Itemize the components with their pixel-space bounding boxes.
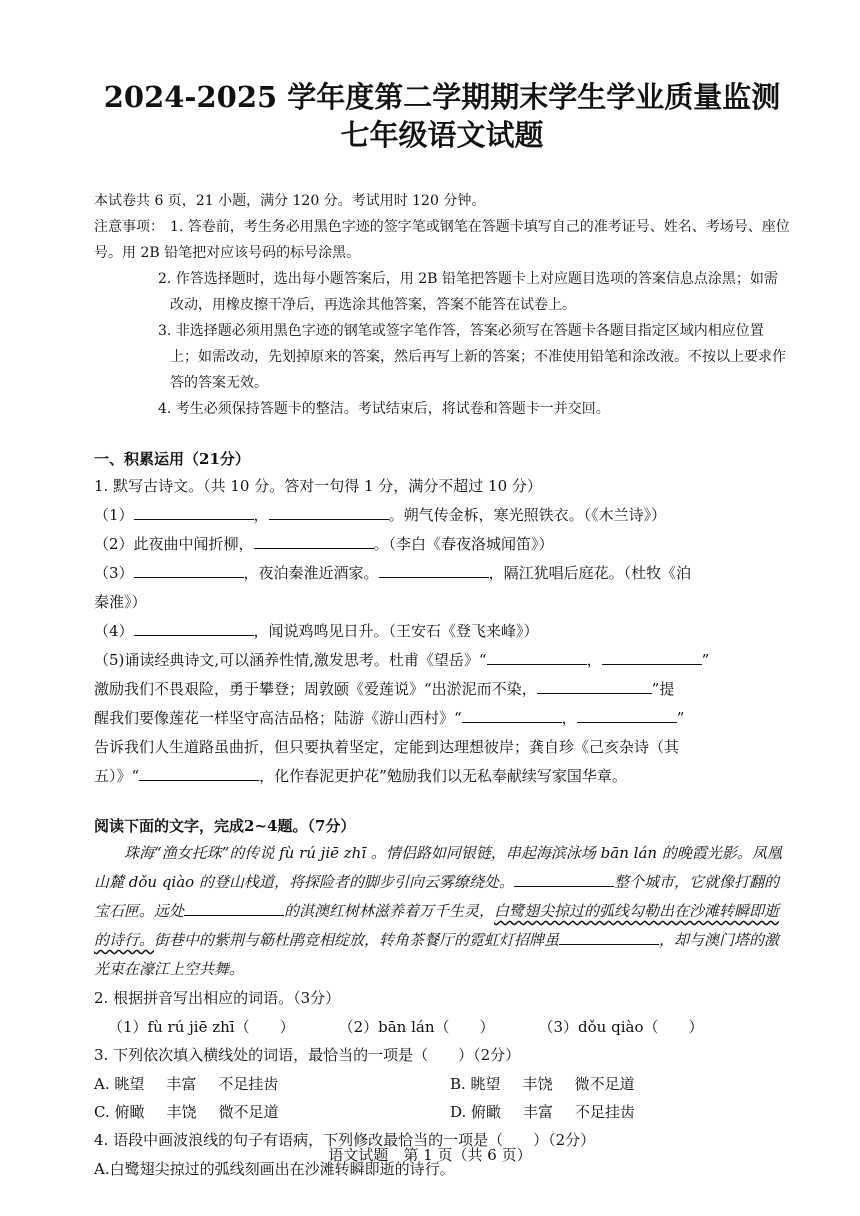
- answer-blank[interactable]: [134, 619, 254, 636]
- answer-blank[interactable]: [134, 561, 244, 578]
- answer-blank[interactable]: [602, 648, 702, 665]
- q1-line-3b: 秦淮》）: [94, 593, 147, 611]
- q1-line-3: （3） ，夜泊秦淮近酒家。 ，隔江犹唱后庭花。（杜牧《泊: [94, 559, 790, 588]
- question-4-option-A[interactable]: A.白鹭翅尖掠过的弧线刻画出在沙滩转瞬即逝的诗行。: [94, 1160, 455, 1178]
- answer-blank[interactable]: [577, 706, 677, 723]
- page-footer: 语文试题 第 1 页（共 6 页）: [328, 1146, 532, 1164]
- passage-blank: [184, 899, 284, 916]
- option-D[interactable]: D. 俯瞰 丰富 不足挂齿: [450, 1103, 636, 1121]
- note-item-2: 2. 作答选择题时，选出每小题答案后，用 2B 铅笔把答题卡上对应题目选项的答案信息点涂黑；如需改动，用橡皮擦干净后，再选涂其他答案，答案不能答在试卷上。: [158, 271, 778, 313]
- question-3-options-ab: [94, 1070, 790, 1098]
- wavy-underlined-sentence: 白鹭翅尖掠过的弧线勾勒出在沙滩转瞬即逝的诗行。: [94, 902, 780, 949]
- question-2-stem: 2. 根据拼音写出相应的词语。（3分）: [94, 989, 341, 1007]
- answer-blank[interactable]: [462, 706, 562, 723]
- q1-line-5b: 激励我们不畏艰险，勇于攀登；周敦颐《爱莲说》“出淤泥而不染， ”提: [94, 675, 790, 704]
- option-B[interactable]: B. 眺望 丰饶 微不足道: [450, 1075, 635, 1093]
- answer-blank[interactable]: [379, 561, 489, 578]
- option-C[interactable]: C. 俯瞰 丰饶 微不足道: [94, 1103, 279, 1121]
- q1-line-5: （5)诵读经典诗文,可以涵养性情,激发思考。杜甫《望岳》“ ， ”: [94, 646, 790, 675]
- passage-blank: [559, 928, 659, 945]
- exam-subtitle: 七年级语文试题: [340, 118, 544, 152]
- notes-label: 注意事项：: [94, 219, 164, 235]
- question-1-stem: 1. 默写古诗文。（共 10 分。答对一句得 1 分，满分不超过 10 分）: [94, 477, 542, 495]
- q1-line-5d: 告诉我们人生道路虽曲折，但只要执着坚定，定能到达理想彼岸；龚自珍《己亥杂诗（其: [94, 738, 680, 756]
- question-3-stem: 3. 下列依次填入横线处的词语，最恰当的一项是（ ）（2分）: [94, 1046, 521, 1064]
- answer-blank[interactable]: [134, 503, 254, 520]
- reading-passage: 珠海“渔女托珠”的传说 fù rú jiē zhī 。情侣路如同银链，串起海滨泳场 bān lán 的晚霞光影。凤凰山麓 dǒu qiào 的登山栈道，将探险者的脚步引向云雾缭绕处。 整个城市，它就像打翻的宝石匣。远处 的淇澳红树林滋养着万千生灵，白鹭翅尖掠过的弧线勾勒出在沙滩转瞬即逝的诗行。街巷中的紫荆与簕杜鹃竞相绽放，转角茶餐厅的霓虹灯招牌虽 ，却与澳门塔的激光束在濠江上空共舞。: [94, 844, 782, 978]
- notes-block: [94, 214, 790, 422]
- exam-title: 2024-2025 学年度第二学期期末学生学业质量监测: [103, 80, 781, 114]
- answer-blank[interactable]: [537, 677, 652, 694]
- q1-line-5e: 五）》“ ，化作春泥更护花”勉励我们以无私奉献续写家国华章。: [94, 762, 790, 791]
- q1-line-5c: 醒我们要像莲花一样坚守高洁品格；陆游《游山西村》“ ， ”: [94, 704, 790, 733]
- note-item-1: 注意事项： 1. 答卷前，考生务必用黑色字迹的签字笔或钢笔在答题卡填写自己的准考证号、姓名、考场号、座位号。用 2B 铅笔把对应该号码的标号涂黑。: [94, 214, 790, 266]
- exam-intro: 本试卷共 6 页，21 小题，满分 120 分。考试用时 120 分钟。: [94, 193, 486, 209]
- reading-heading: 阅读下面的文字，完成2~4题。（7分）: [94, 817, 356, 835]
- answer-blank[interactable]: [487, 648, 587, 665]
- question-4-stem: 4. 语段中画波浪线的句子有语病，下列修改最恰当的一项是（ ）（2分）: [94, 1131, 596, 1149]
- answer-blank[interactable]: [139, 764, 259, 781]
- note-item-3: 3. 非选择题必须用黑色字迹的钢笔或签字笔作答，答案必须写在答题卡各题目指定区域内相应位置上；如需改动，先划掉原来的答案，然后再写上新的答案；不准使用铅笔和涂改液。不按以上要求作答的答案无效。: [158, 323, 786, 391]
- option-A[interactable]: A. 眺望 丰富 不足挂齿: [94, 1075, 279, 1093]
- answer-blank[interactable]: [269, 503, 389, 520]
- answer-blank[interactable]: [254, 532, 374, 549]
- q1-line-4: （4） ，闻说鸡鸣见日升。（王安石《登飞来峰》）: [94, 617, 790, 646]
- section-heading: 一、积累运用（21分）: [94, 450, 250, 468]
- note-item-4: 4. 考生必须保持答题卡的整洁。考试结束后，将试卷和答题卡一并交回。: [158, 401, 610, 417]
- question-3-options-cd: [94, 1098, 790, 1126]
- q1-line-2: （2）此夜曲中闻折柳， 。（李白《春夜洛城闻笛》）: [94, 530, 790, 559]
- q1-line-1: （1） ， 。朔气传金柝，寒光照铁衣。（《木兰诗》）: [94, 501, 790, 530]
- question-2-options: （1）fù rú jiē zhī（ ） （2）bān lán（ ） （3）dǒu qiào（ ）: [108, 1018, 704, 1036]
- passage-blank: [514, 870, 614, 887]
